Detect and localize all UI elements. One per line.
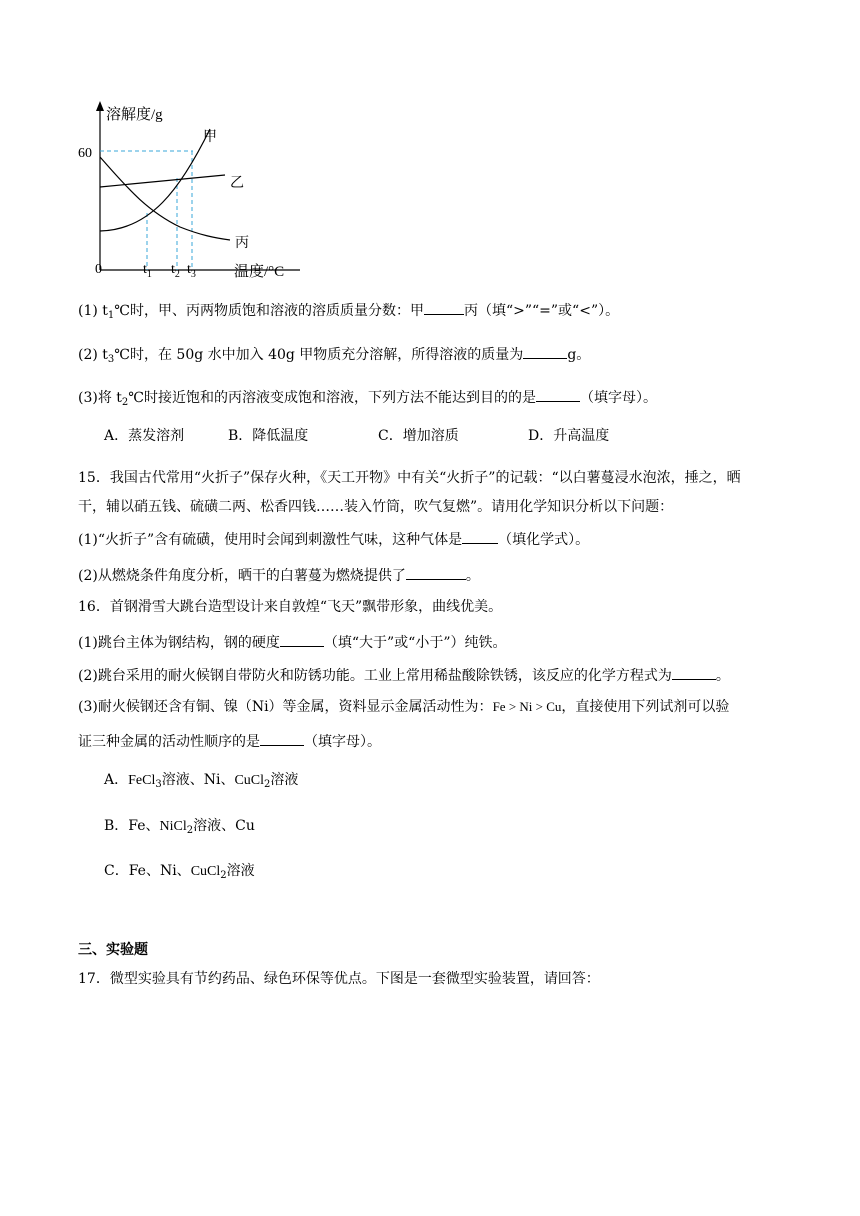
curve-jia [100,129,210,231]
q14-part2: (2) $t_3℃$时，在 50g 水中加入 40g 甲物质充分溶解，所得溶液的质量为 g。 [78,343,590,370]
q17-stem: 17．微型实验具有节约药品、绿色环保等优点。下图是一套微型实验装置，请回答： [78,971,600,987]
tick-t3: $t_3$ [187,262,196,280]
q16-option-b[interactable]: B．Fe、NiCl$_2$溶液、Cu [104,818,255,836]
curve-bing [100,157,230,240]
option-d[interactable]: D．升高温度 [528,428,610,444]
y-60-label: 60 [78,146,92,161]
q15-part1: (1)“火折子”含有硫磺，使用时会闻到刺激性气味，这种气体是 （填化学式）。 [78,528,589,550]
answer-blank[interactable] [536,386,580,402]
origin-label: 0 [95,262,102,277]
q14-part1: (1) $t_1℃$时，甲、丙两物质饱和溶液的溶质质量分数：甲 丙（填“>”“=”或“<”）。 [78,299,619,326]
option-b[interactable]: B．降低温度 [228,428,309,444]
answer-blank[interactable] [672,664,716,680]
y-axis-label: 溶解度/g [106,107,163,123]
y-axis-arrow [96,101,104,111]
q14-options [104,426,609,446]
option-c[interactable]: C．增加溶质 [378,428,459,444]
q16-part3-line1: (3)耐火候钢还含有铜、镍（Ni）等金属，资料显示金属活动性为：Fe > Ni > Cu，直接使用下列试剂可以验 [78,699,730,715]
answer-blank[interactable] [280,631,324,647]
option-a[interactable]: A．蒸发溶剂 [104,428,185,444]
q16-option-c[interactable]: C．Fe、Ni、CuCl$_2$溶液 [104,863,255,881]
x-axis-label: 温度/°C [234,264,285,280]
tick-t1: $t_1$ [143,262,152,280]
answer-blank[interactable] [260,730,304,746]
answer-blank[interactable] [406,564,466,580]
tick-t2: $t_2$ [171,262,180,280]
q16-part3-line2: 证三种金属的活动性顺序的是 （填字母）。 [78,730,381,752]
q16-option-a[interactable]: A．FeCl$_3$溶液、Ni、CuCl$_2$溶液 [104,772,299,790]
q16-part2: (2)跳台采用的耐火候钢自带防火和防锈功能。工业上常用稀盐酸除铁锈，该反应的化学方程式为 。 [78,664,730,686]
curve-label-bing: 丙 [235,236,249,251]
curve-label-jia: 甲 [203,130,217,145]
solubility-graph [70,95,310,285]
answer-blank[interactable] [424,299,464,315]
answer-blank[interactable] [462,528,498,544]
activity-formula: Fe > Ni > Cu [492,699,562,714]
q16-stem: 16．首钢滑雪大跳台造型设计来自敦煌“飞天”飘带形象，曲线优美。 [78,599,503,615]
answer-blank[interactable] [523,343,567,359]
section-title: 三、实验题 [78,942,148,958]
q15-part2: (2)从燃烧条件角度分析，晒干的白薯蔓为燃烧提供了 。 [78,564,480,586]
curve-yi [100,175,225,187]
q15-stem-line2: 干，辅以硝五钱、硫磺二两、松香四钱……装入竹筒，吹气复燃”。请用化学知识分析以下问题： [78,499,674,515]
q14-part3: (3)将 $t_2℃$时接近饱和的丙溶液变成饱和溶液，下列方法不能达到目的的是 （填字母）。 [78,386,657,413]
q16-part1: (1)跳台主体为钢结构，钢的硬度 （填“大于”或“小于”）纯铁。 [78,631,506,653]
q15-stem-line1: 15．我国古代常用“火折子”保存火种，《天工开物》中有关“火折子”的记载：“以白薯蔓浸水泡浓，捶之，晒 [78,470,741,486]
curve-label-yi: 乙 [230,176,244,191]
